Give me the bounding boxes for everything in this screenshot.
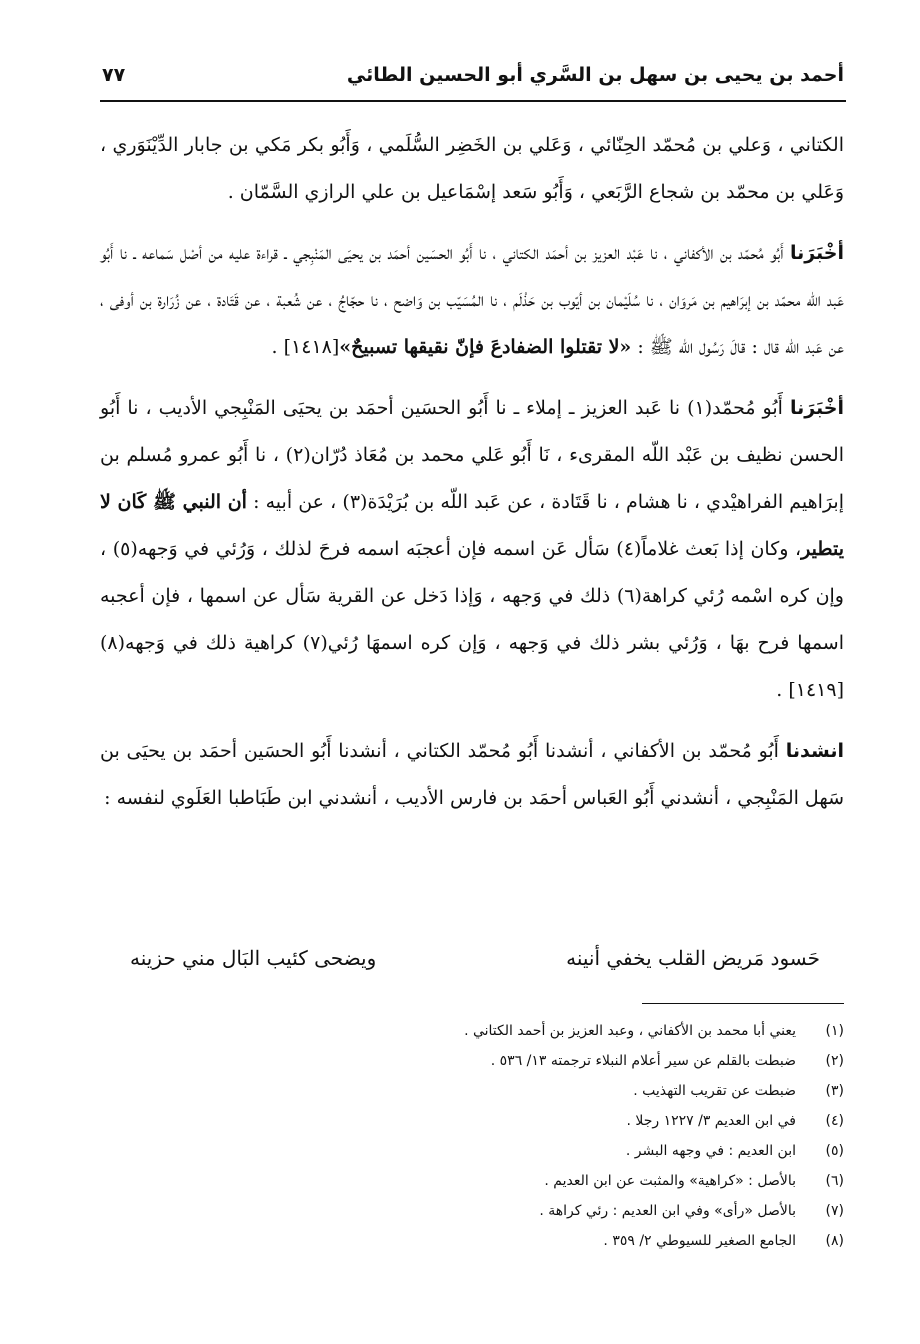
footnote [100, 1166, 844, 1196]
footnote-text: ضبطت بالقلم عن سير أعلام النبلاء ترجمته ١٣/ ٥٣٦ . [490, 1053, 796, 1069]
paragraph-2 [100, 230, 844, 371]
footnote [100, 1106, 844, 1136]
paragraph-lead: أخْبَرَنا [789, 242, 844, 264]
paragraph-text: أَبُو مُحمّد بن الأكفاني ، أنشدنا أَبُو مُحمّد الكتاني ، أنشدنا أَبُو الحسَين أحمَد بن يحيَى بن سَهل المَنْبِجي ، أنشدني أَبُو العَباس أحمَد بن فارس الأديب ، أنشدني ابن طَبَاطبا العَلَوي لنفسه : [100, 740, 844, 809]
footnote-text: ابن العديم : في وجهه البشر . [625, 1143, 796, 1159]
hadith-text: «لا تقتلوا الضفادعَ فإنّ نقيقها تسبيحٌ» [339, 336, 632, 358]
footnote-number: (٧) [825, 1203, 844, 1219]
footnote-rule [642, 1003, 844, 1004]
footnote [100, 1136, 844, 1166]
footnote-number: (٨) [825, 1233, 844, 1249]
verse-first-hemistich: حَسود مَريض القلب يخفي أنينه [566, 946, 820, 970]
header-rule [100, 100, 846, 102]
paragraph-lead: انشدنا [785, 740, 844, 762]
footnote-number: (٤) [825, 1113, 844, 1129]
paragraph-1 [100, 122, 844, 216]
footnote-text: بالأصل : «كراهية» والمثبت عن ابن العديم . [544, 1173, 796, 1189]
poetry-verse [120, 938, 820, 988]
footnote [100, 1046, 844, 1076]
footnote-text: يعني أبا محمد بن الأكفاني ، وعبد العزيز بن أحمد الكتاني . [464, 1023, 796, 1039]
footnote [100, 1226, 844, 1256]
footnote-text: في ابن العديم ٣/ ١٢٢٧ رجلا . [626, 1113, 796, 1129]
footnote-number: (٢) [825, 1053, 844, 1069]
footnote-text: ضبطت عن تقريب التهذيب . [633, 1083, 796, 1099]
main-text [100, 122, 844, 836]
paragraph-4 [100, 728, 844, 822]
hadith-text: أن النبي ﷺ كَان لا يتطير [100, 491, 844, 560]
page-number: ٧٧ [102, 64, 126, 86]
running-title: أحمد بن يحيى بن سهل بن السَّري أبو الحسين الطائي [346, 64, 844, 86]
page-header [100, 58, 844, 98]
paragraph-3 [100, 385, 844, 714]
paragraph-lead: أخْبَرَنا [789, 397, 844, 419]
verse-second-hemistich: ويضحى كئيب البَال مني حزينه [130, 946, 377, 970]
footnote [100, 1076, 844, 1106]
footnote-text: الجامع الصغير للسيوطي ٢/ ٣٥٩ . [603, 1233, 796, 1249]
footnotes [100, 1016, 844, 1256]
paragraph-text: أَبُو مُحمّد بن الأكفاني ، نا عَبْد العزيز بن أحمَد الكتاني ، نا أَبُو الحسَين أحمَد بن يحيَى المَنْبِجي ـ قراءة عليه من أصْل سَماعه ـ نا أَبُو عَبد اللّه محمّد بن إبرَاهيم بن مَروَان ، نا سُلَيْمان بن أيّوب بن حَذْلَم ، نا المُسَيّب بن وَاضح ، نا حجّاجُ ، عن شُعبة ، عن قَتَادة ، عن زُرَارة بن أوفى ، عن عَبد اللّه قال : قالَ رَسُول الله ﷺ : [100, 242, 844, 358]
footnote-number: (١) [825, 1023, 844, 1039]
footnote-number: (٣) [825, 1083, 844, 1099]
paragraph-end: [١٤١٨] . [271, 336, 340, 358]
footnote-number: (٦) [825, 1173, 844, 1189]
footnote [100, 1196, 844, 1226]
footnote [100, 1016, 844, 1046]
paragraph-text: الكتاني ، وَعلي بن مُحمّد الحِنّائي ، وَعَلي بن الخَضِر السُّلَمي ، وَأَبُو بكر مَكي بن جابار الدِّيْنَوَري ، وَعَلي بن محمّد بن شجاع الرَّبَعي ، وَأَبُو سَعد إسْمَاعيل بن علي الرازي السَّمّان . [100, 134, 844, 203]
paragraph-end: ، وكان إذا بَعث غلاماً(٤) سَأل عَن اسمه فإن أعجبَه اسمه فرحَ لذلك ، وَرُئي في وَجهه(٥) ، وإن كره اسْمه رُئي كراهة(٦) ذلك في وَجهه ، وَإذا دَخل عن القرية سَأل عن اسمها ، فإن أعجبه اسمها فرح بهَا ، وَرُئي بشر ذلك في وَجهه ، وَإن كره اسمهَا رُئي(٧) كراهية ذلك في وَجهه(٨) [١٤١٩] . [100, 538, 844, 701]
paragraph-text: أَبُو مُحمّد(١) نا عَبد العزيز ـ إملاء ـ نا أَبُو الحسَين أحمَد بن يحيَى المَنْبِجي الأديب ، نا أَبُو الحسن نظيف بن عَبْد اللّه المقرىء ، نَا أَبُو عَلي محمد بن مُعَاذ دُرّان(٢) ، نا أَبُو عمرو مُسلم بن إبرَاهيم الفراهيْدي ، نا هشام ، نا قَتَادة ، عن عَبد اللّه بن بُرَيْدَة(٣) ، عن أبيه : [100, 397, 844, 513]
footnote-number: (٥) [825, 1143, 844, 1159]
footnote-text: بالأصل «رأى» وفي ابن العديم : رئي كراهة . [539, 1203, 796, 1219]
